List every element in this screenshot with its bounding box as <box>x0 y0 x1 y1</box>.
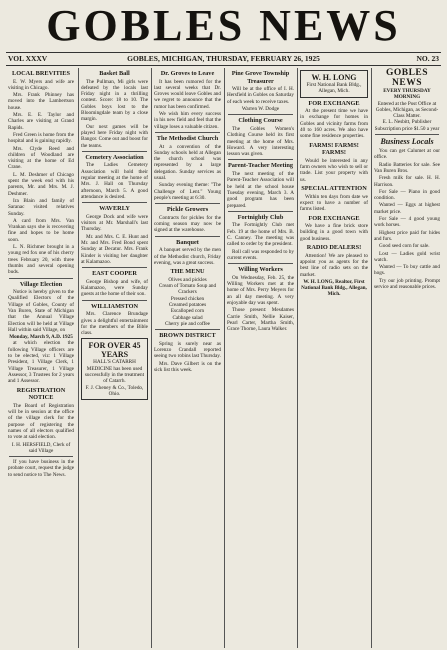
methodist-story: At a convention of the Sunday schools held at Allegan the church school was represented by a large delegation. Sunday services as usual. <box>154 143 221 182</box>
local-ad: Highest price paid for hides and furs. <box>374 229 440 242</box>
brief-item: L. M. Deshmer of Chicago spent the week end with his parents, Mr. and Mrs. M. J. Deshmer. <box>8 171 74 197</box>
divider <box>9 456 73 457</box>
basket-ball-story-2: Our next games will be played here Friday night with Bangor. Come out and boost for the teams. <box>81 123 148 149</box>
dr-groves-story: It has been rumored for the last several weeks that Dr. Groves would leave Gobles and we regret to announce that the rumor has been confirmed. <box>154 78 221 110</box>
menu-item: Cherry pie and coffee <box>165 320 210 327</box>
for-exchange-heading: FOR EXCHANGE <box>308 99 360 107</box>
basket-ball-story: The Pullman, Mi girls were defeated by the locals last Friday night in a thrilling contest. Score: 18 to 10. The Gobles boys lost to the Bloomingdale team by a close margin. <box>81 78 148 123</box>
realtor-ad-header <box>300 70 368 98</box>
divider <box>82 151 147 152</box>
east-cooper-item: George Bishop and wife, of Kalamazoo, were Sunday guests at the home of their son. <box>81 278 148 298</box>
realtor-address: First National Bank Bldg., Allegan, Mich. <box>306 82 362 95</box>
divider <box>155 132 220 133</box>
fortnightly-club-story-2: Roll call was responded to by current events. <box>227 248 294 261</box>
east-cooper-heading: EAST COOPER <box>92 270 137 278</box>
issue-date: GOBLES, MICHIGAN, THURSDAY, FEBRUARY 26, 1925 <box>127 54 320 63</box>
brief-item: Mrs. Clyde Reed and children of Woodland are visiting at the home of Ed Crane. <box>8 145 74 171</box>
local-ad: For Sale — 4 good young work horses. <box>374 216 440 229</box>
parent-teacher-heading: Parent-Teacher Meeting <box>227 162 294 170</box>
brown-district-heading: BROWN DISTRICT <box>159 332 216 340</box>
divider <box>228 263 293 264</box>
local-ad: Fresh milk for sale. H. H. Harrison. <box>374 175 440 188</box>
local-ad: Lost — Ladies gold wrist watch. <box>374 250 440 263</box>
farms-text: Would be interested in any farm owners who wish to sell or trade. List your property with us. <box>300 157 368 183</box>
brown-district-item-2: Mrs. Dave Gilbert is on the sick list this week. <box>154 360 221 373</box>
waverly-item: George Dock and wife were visitors at Mr. Marshall's last Thursday. <box>81 213 148 233</box>
willing-workers-story: On Wednesday, Feb. 25, the Willing Workers met at the home of Mrs. Perry Meyers for an all day meeting. A very enjoyable day was spent. <box>227 274 294 306</box>
menu-item: Escalloped corn <box>170 308 205 315</box>
treasurer-notice: Will be at the office of I. H. Hersfield in Gobles on Saturday of each week to receive taxes. <box>227 86 294 105</box>
publisher: E. L. Nesbitt, Publisher <box>382 119 432 126</box>
divider <box>155 203 220 204</box>
radio-dealers-text: Attention! We are pleased to appoint you as agents for the best line of radio sets on the market. <box>300 252 368 278</box>
basket-ball-heading: Basket Ball <box>99 70 130 77</box>
village-election-heading: Village Election <box>19 280 63 288</box>
brown-district-item: Spring is surely near as Lorenzo Crandall reported seeing two robins last Thursday. <box>154 340 221 360</box>
realtor-signature: W. H. LONG, Realtor, First National Bank Bldg., Allegan, Mich. <box>301 278 367 298</box>
dr-groves-story-2: We wish him every success in his new field and feel that the village loses a valuable citizen. <box>154 111 221 130</box>
divider <box>228 114 293 115</box>
volume: VOL XXXV <box>8 54 48 63</box>
divider <box>155 329 220 330</box>
banquet-heading: Banquet <box>176 238 199 246</box>
special-attention-heading: SPECIAL ATTENTION <box>301 185 367 193</box>
brief-item: Fred Green is home from the hospital and is gaining rapidly. <box>8 131 74 145</box>
waverly-heading: WAVERLY <box>99 205 130 213</box>
for-exchange-text: At the present time we have in exchange for homes in Gobles and vicinity farms from 40 to 160 acres. We also have some fine residence properties. <box>300 108 368 140</box>
divider <box>228 211 293 212</box>
ad-title: FOR OVER 45 YEARS <box>88 341 141 360</box>
masthead: GOBLES NEWS <box>46 1 401 50</box>
waverly-item-2: Mr. and Mrs. C. E. Hunt and Mr. and Mrs. Fred Bond spent Sunday at Decatur. Mrs. Frank Kinder is visiting her daughter at Kalamazoo. <box>81 233 148 265</box>
clothing-course-story: The Gobles Women's Clothing Course held its first meeting at the home of Mrs. Howard. A very interesting lesson was given. <box>227 125 294 158</box>
divider <box>375 134 439 135</box>
column-6 <box>371 68 442 648</box>
brief-item: A card from Mrs. Van Vrankan says she is recovering fine and hopes to be home soon. <box>8 217 74 243</box>
special-attention-text: Within ten days from date we expect to have a number of farms listed. <box>300 193 368 213</box>
subscription-rates: Subscription price $1.50 a year <box>374 125 440 132</box>
willing-workers-heading: Willing Workers <box>238 266 283 274</box>
local-brevities-heading: LOCAL BREVITIES <box>12 70 70 77</box>
parent-teacher-story: The next meeting of the Parent-Teacher Association will be held at the school house Tuesday evening, March 3. A good program has been prepared. <box>227 171 294 209</box>
cemetery-heading: Cemetery Association <box>85 153 144 161</box>
brief-item: Mrs. Frank Phinney has moved into the Lambertson house. <box>8 92 74 111</box>
local-ad: Wanted — To buy cattle and hogs. <box>374 264 440 277</box>
willing-workers-story-2: Those present: Mesdames Carrie Smith, Nellie Kaiser, Pearl Carter, Martha Smith, Grace Thorne, Laura Walker. <box>227 307 294 333</box>
catarrh-advertisement <box>81 338 148 400</box>
methodist-story-2: Sunday evening theme: "The Challenge of Lent." Young people's meeting at 6:30. <box>154 182 221 201</box>
election-date: Monday, March 9, A.D. 1925 <box>9 334 73 341</box>
menu-item: Cream of Tomato Soup and Crackers <box>158 283 217 296</box>
dateline <box>6 52 441 66</box>
williamston-heading: WILLIAMSTON <box>90 302 139 310</box>
local-ad: Try our job printing. Prompt service and reasonable prices. <box>374 277 440 291</box>
issue-number: NO. 23 <box>416 54 439 63</box>
brief-item: Mrs. E. E. Taylor and Charles are visiting at Grand Rapids. <box>8 112 74 131</box>
radio-dealers-heading: RADIO DEALERS! <box>306 244 362 252</box>
election-notice: Notice is hereby given to the Qualified Electors of the Village of Gobles, County of Van Buren, State of Michigan that the Annual Village Election will be held at Village Hall within said Village, on <box>8 289 74 333</box>
clerk-signature: I. H. HERSFIELD, Clerk of said Village <box>11 441 71 454</box>
divider <box>82 202 147 203</box>
menu-item: Olives and pickles <box>168 276 207 283</box>
local-ad: You can get Calumet at our office. <box>374 148 440 161</box>
brief-item: L. N. Richmer brought in a young red fox one of his cherry trees February 20, with three thumbs and several opening buds. <box>8 244 74 276</box>
banquet-story: A banquet served by the men of the Methodist church, Friday evening, was a great success. <box>154 247 221 266</box>
cemetery-story: The Ladies Cemetery Association will hold their regular meeting at the home of Mrs. J. Hall on Thursday afternoon, March 5. A good attendance is desired. <box>81 162 148 200</box>
menu-heading: THE MENU <box>170 268 205 276</box>
treasurer-signature: Warren W. Dodge <box>241 106 280 113</box>
column-3 <box>151 68 223 648</box>
divider <box>155 236 220 237</box>
registration-notice: The Board of Registration will be in session at the office of the village clerk for the purpose of registering the names of all electors qualified to vote at said election. <box>8 402 74 441</box>
registration-heading: REGISTRATION NOTICE <box>16 386 66 402</box>
williamston-item: Mrs. Clarence Brundage gives a delightful entertainment for the members of the Bible class. <box>81 311 148 337</box>
treasurer-heading: Pine Grove Township Treasurer <box>231 70 290 85</box>
local-ad: Wanted — Eggs at highest market price. <box>374 202 440 215</box>
column-4 <box>224 68 296 648</box>
business-locals-heading: Business Locals <box>380 137 434 147</box>
local-ad: For Sale — Piano in good condition. <box>374 188 440 202</box>
for-exchange-text-2: We have a fine brick store building in a good town with good business. <box>300 223 368 242</box>
local-ad: Good seed corn for sale. <box>379 243 430 250</box>
menu-item: Creamed potatoes <box>168 301 207 308</box>
menu-item: Pressed chicken <box>170 295 205 302</box>
ad-signature: F. J. Cheney & Co., Toledo, Ohio. <box>85 384 144 397</box>
brief-item: Ira Blain and family of Saranac visited relatives Sunday. <box>8 197 74 217</box>
postal-entry: Entered at the Post Office at Gobles, Michigan, as Second-Class Matter. <box>375 100 439 120</box>
clothing-course-heading: Clothing Course <box>238 117 283 125</box>
brief-item: E. W. Myers and wife are visiting in Chicago. <box>8 78 74 91</box>
farms-heading: FARMS! FARMS! FARMS! <box>309 141 359 157</box>
column-2 <box>78 68 150 648</box>
fortnightly-club-heading: Fortnightly Club <box>237 213 284 221</box>
pickle-story: Contracts for pickles for the coming season may now be signed at the warehouse. <box>154 214 221 234</box>
election-offices: at which election the following Village officers are to be elected, viz: 1 Village President, 1 Village Clerk, 1 Village Treasurer, 1 Village Assessor, 3 Trustees for 2 years and 1 Assessor. <box>8 340 74 385</box>
divider <box>82 300 147 301</box>
probate-note: If you have business in the probate court, request the judge to send notice to The News. <box>8 459 74 478</box>
paper-nameplate: GOBLES NEWS <box>385 68 429 88</box>
divider <box>82 267 147 268</box>
column-5 <box>297 68 370 648</box>
for-exchange-heading-2: FOR EXCHANGE <box>308 214 360 222</box>
pickle-heading: Pickle Growers <box>166 206 209 214</box>
column-1 <box>6 68 76 648</box>
local-ad: Radio Batteries for sale. See Van Buren Bros. <box>374 161 440 174</box>
ad-body: HALL'S CATARRH MEDICINE has been used successfully in the treatment of Catarrh. <box>84 359 145 385</box>
dr-groves-heading: Dr. Groves to Leave <box>160 70 215 77</box>
divider <box>9 278 73 279</box>
publication-tagline: EVERY THURSDAY MORNING <box>383 88 431 101</box>
methodist-heading: The Methodist Church <box>156 134 219 142</box>
realtor-name: W. H. LONG <box>311 73 357 82</box>
divider <box>228 159 293 160</box>
fortnightly-club-story: The Fortnightly Club met Feb. 19 at the home of Mrs. B. C. Canney. The meeting was called to order by the president. <box>227 222 294 248</box>
menu-item: Cabbage salad <box>172 314 203 321</box>
